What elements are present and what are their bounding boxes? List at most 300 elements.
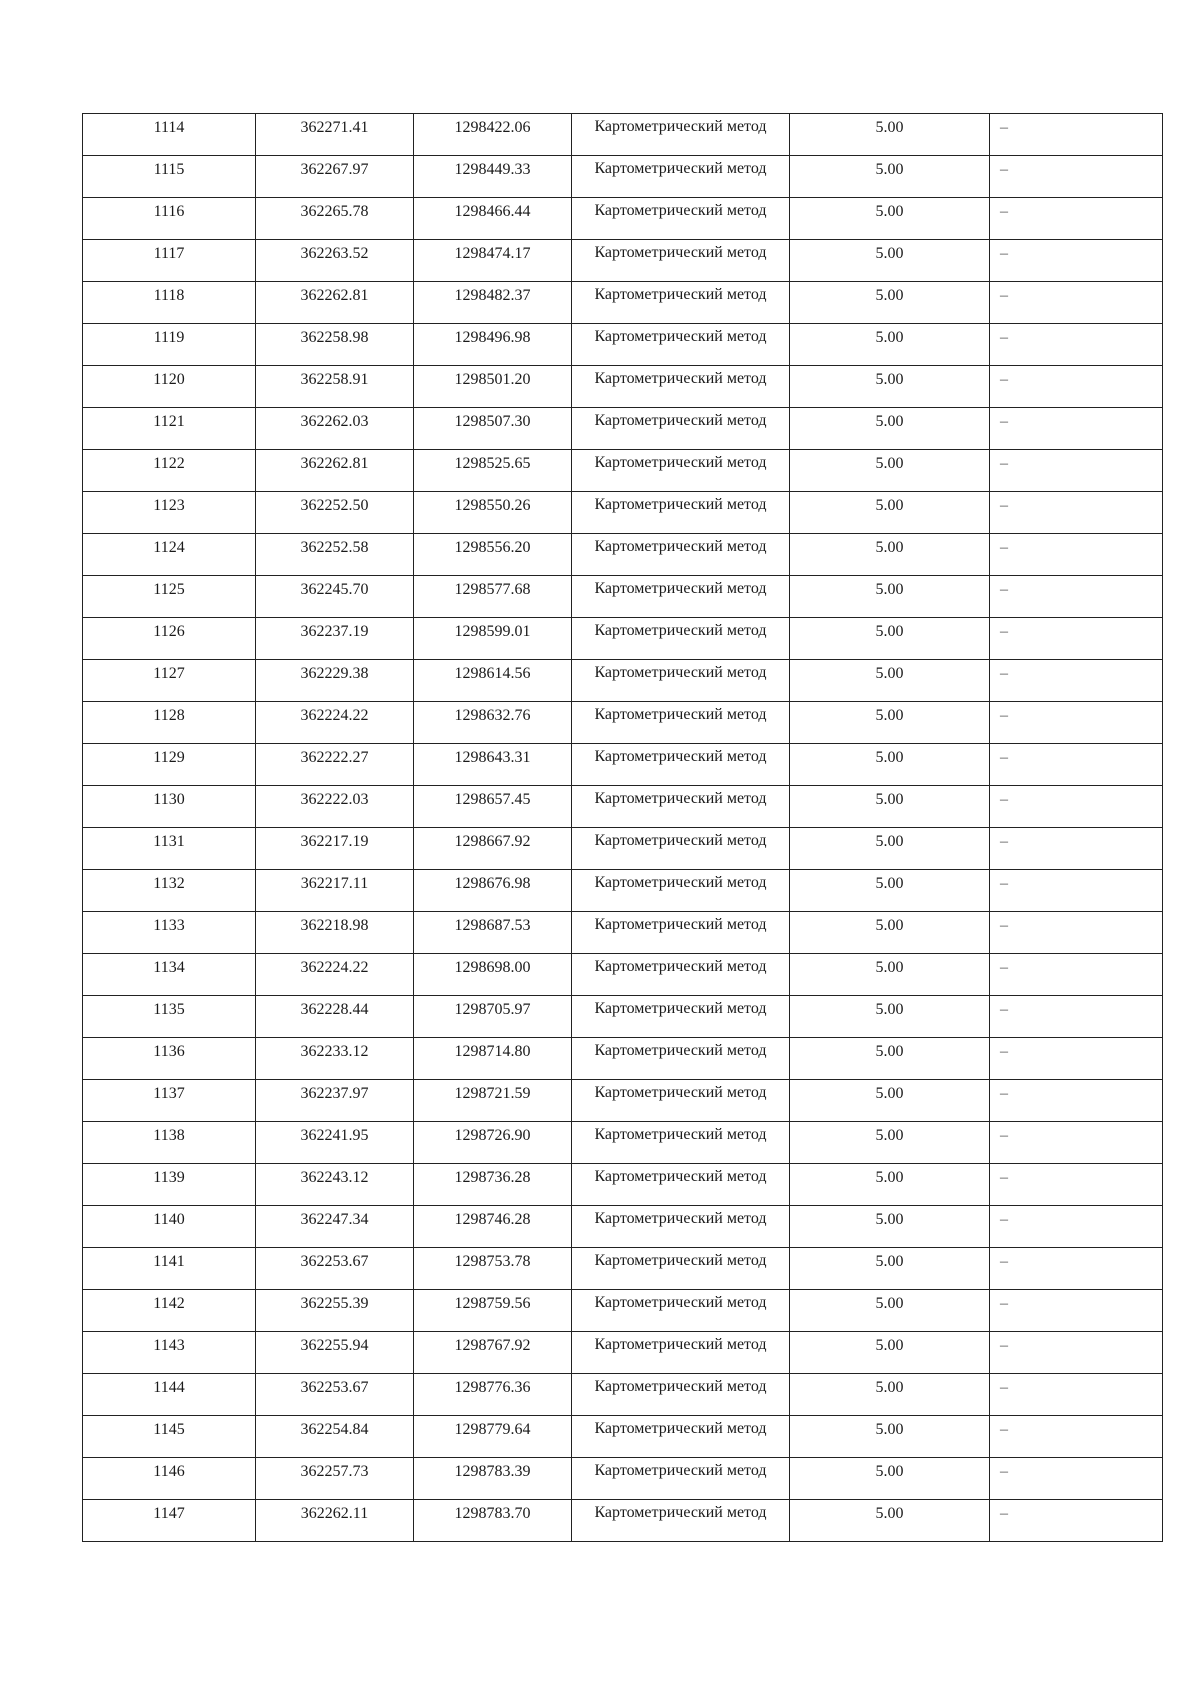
point-number-cell xyxy=(83,198,256,240)
y-coordinate-cell xyxy=(414,828,572,870)
accuracy-cell-text: 5.00 xyxy=(875,161,904,178)
y-coordinate-cell xyxy=(414,996,572,1038)
y-coordinate-cell-text: 1298783.70 xyxy=(454,1505,531,1522)
y-coordinate-cell-text: 1298776.36 xyxy=(454,1379,531,1396)
note-cell xyxy=(990,1416,1163,1458)
x-coordinate-cell-text: 362262.11 xyxy=(300,1505,369,1522)
accuracy-cell-text: 5.00 xyxy=(875,623,904,640)
y-coordinate-cell-text: 1298599.01 xyxy=(454,623,531,640)
table-row xyxy=(83,198,1163,240)
point-number-cell-text: 1127 xyxy=(153,665,185,682)
note-cell xyxy=(990,618,1163,660)
accuracy-cell-text: 5.00 xyxy=(875,665,904,682)
note-cell xyxy=(990,1458,1163,1500)
x-coordinate-cell xyxy=(256,744,414,786)
point-number-cell-text: 1118 xyxy=(153,287,185,304)
accuracy-cell xyxy=(790,450,990,492)
note-cell xyxy=(990,1290,1163,1332)
accuracy-cell-text: 5.00 xyxy=(875,245,904,262)
y-coordinate-cell-text: 1298714.80 xyxy=(454,1043,531,1060)
x-coordinate-cell xyxy=(256,240,414,282)
x-coordinate-cell-text: 362237.97 xyxy=(300,1085,369,1102)
x-coordinate-cell-text: 362253.67 xyxy=(300,1253,369,1270)
accuracy-cell xyxy=(790,1248,990,1290)
note-cell xyxy=(990,1500,1163,1542)
y-coordinate-cell xyxy=(414,618,572,660)
note-cell-text: – xyxy=(1000,1043,1008,1060)
accuracy-cell xyxy=(790,996,990,1038)
note-cell-text: – xyxy=(1000,917,1008,934)
method-cell xyxy=(572,996,790,1038)
method-cell-text: Картометрический метод xyxy=(594,580,767,597)
note-cell-text: – xyxy=(1000,329,1008,346)
accuracy-cell xyxy=(790,408,990,450)
accuracy-cell xyxy=(790,1080,990,1122)
x-coordinate-cell-text: 362222.03 xyxy=(300,791,369,808)
x-coordinate-cell-text: 362265.78 xyxy=(300,203,369,220)
point-number-cell-text: 1132 xyxy=(153,875,185,892)
point-number-cell xyxy=(83,450,256,492)
x-coordinate-cell xyxy=(256,576,414,618)
accuracy-cell-text: 5.00 xyxy=(875,1379,904,1396)
table-row xyxy=(83,408,1163,450)
y-coordinate-cell-text: 1298705.97 xyxy=(454,1001,531,1018)
table-row xyxy=(83,1122,1163,1164)
point-number-cell xyxy=(83,366,256,408)
accuracy-cell xyxy=(790,744,990,786)
accuracy-cell xyxy=(790,954,990,996)
accuracy-cell xyxy=(790,1374,990,1416)
table-row xyxy=(83,1290,1163,1332)
note-cell xyxy=(990,702,1163,744)
method-cell-text: Картометрический метод xyxy=(594,958,767,975)
accuracy-cell xyxy=(790,1332,990,1374)
method-cell-text: Картометрический метод xyxy=(594,1084,767,1101)
accuracy-cell xyxy=(790,366,990,408)
accuracy-cell xyxy=(790,786,990,828)
coordinates-table-body xyxy=(83,114,1163,1542)
table-row xyxy=(83,324,1163,366)
y-coordinate-cell xyxy=(414,492,572,534)
method-cell-text: Картометрический метод xyxy=(594,1000,767,1017)
y-coordinate-cell xyxy=(414,534,572,576)
note-cell-text: – xyxy=(1000,749,1008,766)
method-cell xyxy=(572,744,790,786)
method-cell-text: Картометрический метод xyxy=(594,832,767,849)
accuracy-cell-text: 5.00 xyxy=(875,1127,904,1144)
y-coordinate-cell xyxy=(414,1332,572,1374)
y-coordinate-cell-text: 1298422.06 xyxy=(454,119,531,136)
note-cell xyxy=(990,912,1163,954)
y-coordinate-cell xyxy=(414,408,572,450)
note-cell-text: – xyxy=(1000,203,1008,220)
table-row xyxy=(83,618,1163,660)
y-coordinate-cell-text: 1298643.31 xyxy=(454,749,531,766)
method-cell-text: Картометрический метод xyxy=(594,1126,767,1143)
x-coordinate-cell xyxy=(256,1374,414,1416)
y-coordinate-cell-text: 1298525.65 xyxy=(454,455,531,472)
note-cell-text: – xyxy=(1000,791,1008,808)
accuracy-cell xyxy=(790,324,990,366)
method-cell-text: Картометрический метод xyxy=(594,118,767,135)
y-coordinate-cell xyxy=(414,366,572,408)
y-coordinate-cell xyxy=(414,1416,572,1458)
accuracy-cell xyxy=(790,660,990,702)
note-cell xyxy=(990,366,1163,408)
note-cell-text: – xyxy=(1000,1463,1008,1480)
note-cell xyxy=(990,828,1163,870)
x-coordinate-cell xyxy=(256,954,414,996)
note-cell-text: – xyxy=(1000,539,1008,556)
note-cell-text: – xyxy=(1000,1379,1008,1396)
method-cell-text: Картометрический метод xyxy=(594,916,767,933)
table-row xyxy=(83,1416,1163,1458)
point-number-cell-text: 1129 xyxy=(153,749,185,766)
x-coordinate-cell xyxy=(256,1458,414,1500)
note-cell-text: – xyxy=(1000,1337,1008,1354)
y-coordinate-cell xyxy=(414,1290,572,1332)
accuracy-cell-text: 5.00 xyxy=(875,413,904,430)
x-coordinate-cell xyxy=(256,1290,414,1332)
note-cell xyxy=(990,1206,1163,1248)
accuracy-cell xyxy=(790,240,990,282)
method-cell xyxy=(572,1500,790,1542)
method-cell xyxy=(572,492,790,534)
point-number-cell-text: 1123 xyxy=(153,497,185,514)
method-cell-text: Картометрический метод xyxy=(594,1420,767,1437)
x-coordinate-cell xyxy=(256,156,414,198)
table-row xyxy=(83,786,1163,828)
accuracy-cell xyxy=(790,576,990,618)
x-coordinate-cell xyxy=(256,660,414,702)
accuracy-cell-text: 5.00 xyxy=(875,749,904,766)
point-number-cell-text: 1120 xyxy=(153,371,185,388)
method-cell xyxy=(572,1458,790,1500)
method-cell-text: Картометрический метод xyxy=(594,286,767,303)
accuracy-cell-text: 5.00 xyxy=(875,917,904,934)
x-coordinate-cell xyxy=(256,912,414,954)
table-row xyxy=(83,954,1163,996)
method-cell-text: Картометрический метод xyxy=(594,1168,767,1185)
accuracy-cell-text: 5.00 xyxy=(875,1505,904,1522)
point-number-cell xyxy=(83,660,256,702)
x-coordinate-cell xyxy=(256,702,414,744)
method-cell-text: Картометрический метод xyxy=(594,622,767,639)
method-cell-text: Картометрический метод xyxy=(594,1504,767,1521)
point-number-cell xyxy=(83,996,256,1038)
point-number-cell xyxy=(83,618,256,660)
y-coordinate-cell-text: 1298687.53 xyxy=(454,917,531,934)
y-coordinate-cell-text: 1298482.37 xyxy=(454,287,531,304)
table-row xyxy=(83,660,1163,702)
y-coordinate-cell xyxy=(414,1374,572,1416)
y-coordinate-cell-text: 1298726.90 xyxy=(454,1127,531,1144)
accuracy-cell-text: 5.00 xyxy=(875,959,904,976)
x-coordinate-cell xyxy=(256,786,414,828)
y-coordinate-cell-text: 1298632.76 xyxy=(454,707,531,724)
x-coordinate-cell xyxy=(256,408,414,450)
y-coordinate-cell xyxy=(414,324,572,366)
accuracy-cell-text: 5.00 xyxy=(875,329,904,346)
method-cell-text: Картометрический метод xyxy=(594,1462,767,1479)
note-cell xyxy=(990,1038,1163,1080)
table-row xyxy=(83,282,1163,324)
point-number-cell-text: 1121 xyxy=(153,413,185,430)
table-row xyxy=(83,1458,1163,1500)
y-coordinate-cell-text: 1298614.56 xyxy=(454,665,531,682)
x-coordinate-cell-text: 362222.27 xyxy=(300,749,369,766)
y-coordinate-cell-text: 1298501.20 xyxy=(454,371,531,388)
point-number-cell xyxy=(83,1374,256,1416)
point-number-cell-text: 1116 xyxy=(153,203,185,220)
x-coordinate-cell xyxy=(256,1332,414,1374)
note-cell-text: – xyxy=(1000,1001,1008,1018)
point-number-cell xyxy=(83,282,256,324)
point-number-cell-text: 1141 xyxy=(153,1253,185,1270)
point-number-cell-text: 1115 xyxy=(153,161,185,178)
note-cell-text: – xyxy=(1000,371,1008,388)
x-coordinate-cell-text: 362252.58 xyxy=(300,539,369,556)
x-coordinate-cell xyxy=(256,366,414,408)
point-number-cell xyxy=(83,702,256,744)
method-cell-text: Картометрический метод xyxy=(594,1294,767,1311)
accuracy-cell xyxy=(790,1122,990,1164)
x-coordinate-cell-text: 362237.19 xyxy=(300,623,369,640)
method-cell-text: Картометрический метод xyxy=(594,370,767,387)
accuracy-cell xyxy=(790,1290,990,1332)
note-cell-text: – xyxy=(1000,287,1008,304)
point-number-cell-text: 1131 xyxy=(153,833,185,850)
y-coordinate-cell-text: 1298676.98 xyxy=(454,875,531,892)
point-number-cell xyxy=(83,954,256,996)
note-cell-text: – xyxy=(1000,119,1008,136)
y-coordinate-cell-text: 1298556.20 xyxy=(454,539,531,556)
note-cell xyxy=(990,1122,1163,1164)
point-number-cell-text: 1122 xyxy=(153,455,185,472)
point-number-cell-text: 1137 xyxy=(153,1085,185,1102)
accuracy-cell-text: 5.00 xyxy=(875,581,904,598)
method-cell xyxy=(572,786,790,828)
accuracy-cell-text: 5.00 xyxy=(875,287,904,304)
note-cell-text: – xyxy=(1000,245,1008,262)
method-cell xyxy=(572,954,790,996)
y-coordinate-cell xyxy=(414,576,572,618)
accuracy-cell xyxy=(790,156,990,198)
x-coordinate-cell xyxy=(256,534,414,576)
accuracy-cell xyxy=(790,828,990,870)
table-row xyxy=(83,996,1163,1038)
note-cell xyxy=(990,408,1163,450)
y-coordinate-cell-text: 1298759.56 xyxy=(454,1295,531,1312)
note-cell xyxy=(990,1374,1163,1416)
accuracy-cell xyxy=(790,1206,990,1248)
table-row xyxy=(83,1164,1163,1206)
x-coordinate-cell-text: 362247.34 xyxy=(300,1211,369,1228)
x-coordinate-cell-text: 362258.98 xyxy=(300,329,369,346)
method-cell-text: Картометрический метод xyxy=(594,160,767,177)
x-coordinate-cell xyxy=(256,1248,414,1290)
method-cell-text: Картометрический метод xyxy=(594,244,767,261)
method-cell xyxy=(572,1290,790,1332)
accuracy-cell xyxy=(790,114,990,156)
table-row xyxy=(83,534,1163,576)
point-number-cell xyxy=(83,1122,256,1164)
note-cell xyxy=(990,282,1163,324)
note-cell-text: – xyxy=(1000,1169,1008,1186)
table-row xyxy=(83,366,1163,408)
y-coordinate-cell-text: 1298577.68 xyxy=(454,581,531,598)
x-coordinate-cell-text: 362233.12 xyxy=(300,1043,369,1060)
method-cell xyxy=(572,198,790,240)
x-coordinate-cell xyxy=(256,114,414,156)
method-cell xyxy=(572,240,790,282)
note-cell xyxy=(990,576,1163,618)
point-number-cell xyxy=(83,1206,256,1248)
note-cell xyxy=(990,534,1163,576)
x-coordinate-cell-text: 362224.22 xyxy=(300,959,369,976)
table-row xyxy=(83,450,1163,492)
note-cell xyxy=(990,786,1163,828)
accuracy-cell xyxy=(790,534,990,576)
accuracy-cell xyxy=(790,1458,990,1500)
note-cell-text: – xyxy=(1000,623,1008,640)
coordinates-table xyxy=(82,113,1163,1542)
method-cell xyxy=(572,576,790,618)
point-number-cell xyxy=(83,240,256,282)
accuracy-cell-text: 5.00 xyxy=(875,791,904,808)
note-cell xyxy=(990,156,1163,198)
y-coordinate-cell xyxy=(414,1038,572,1080)
y-coordinate-cell-text: 1298721.59 xyxy=(454,1085,531,1102)
point-number-cell-text: 1140 xyxy=(153,1211,185,1228)
point-number-cell xyxy=(83,1416,256,1458)
accuracy-cell-text: 5.00 xyxy=(875,707,904,724)
note-cell xyxy=(990,450,1163,492)
note-cell xyxy=(990,1164,1163,1206)
point-number-cell xyxy=(83,870,256,912)
table-row xyxy=(83,702,1163,744)
note-cell-text: – xyxy=(1000,665,1008,682)
x-coordinate-cell xyxy=(256,450,414,492)
point-number-cell xyxy=(83,156,256,198)
y-coordinate-cell xyxy=(414,1500,572,1542)
x-coordinate-cell xyxy=(256,1164,414,1206)
x-coordinate-cell-text: 362228.44 xyxy=(300,1001,369,1018)
point-number-cell xyxy=(83,1500,256,1542)
method-cell-text: Картометрический метод xyxy=(594,1210,767,1227)
y-coordinate-cell-text: 1298767.92 xyxy=(454,1337,531,1354)
accuracy-cell-text: 5.00 xyxy=(875,1295,904,1312)
x-coordinate-cell xyxy=(256,828,414,870)
x-coordinate-cell-text: 362258.91 xyxy=(300,371,369,388)
accuracy-cell xyxy=(790,870,990,912)
note-cell-text: – xyxy=(1000,413,1008,430)
note-cell-text: – xyxy=(1000,1295,1008,1312)
point-number-cell xyxy=(83,912,256,954)
point-number-cell xyxy=(83,534,256,576)
method-cell xyxy=(572,114,790,156)
accuracy-cell xyxy=(790,1038,990,1080)
point-number-cell xyxy=(83,1080,256,1122)
y-coordinate-cell xyxy=(414,1164,572,1206)
x-coordinate-cell xyxy=(256,198,414,240)
point-number-cell xyxy=(83,1038,256,1080)
accuracy-cell xyxy=(790,1164,990,1206)
x-coordinate-cell-text: 362217.19 xyxy=(300,833,369,850)
y-coordinate-cell xyxy=(414,450,572,492)
point-number-cell xyxy=(83,744,256,786)
note-cell xyxy=(990,492,1163,534)
accuracy-cell-text: 5.00 xyxy=(875,1463,904,1480)
x-coordinate-cell xyxy=(256,282,414,324)
accuracy-cell-text: 5.00 xyxy=(875,371,904,388)
table-row xyxy=(83,1080,1163,1122)
point-number-cell-text: 1130 xyxy=(153,791,185,808)
x-coordinate-cell xyxy=(256,324,414,366)
x-coordinate-cell-text: 362262.81 xyxy=(300,287,369,304)
table-row xyxy=(83,1374,1163,1416)
method-cell-text: Картометрический метод xyxy=(594,706,767,723)
point-number-cell-text: 1138 xyxy=(153,1127,185,1144)
method-cell xyxy=(572,828,790,870)
method-cell xyxy=(572,1164,790,1206)
y-coordinate-cell-text: 1298507.30 xyxy=(454,413,531,430)
x-coordinate-cell-text: 362267.97 xyxy=(300,161,369,178)
y-coordinate-cell-text: 1298746.28 xyxy=(454,1211,531,1228)
table-row xyxy=(83,492,1163,534)
y-coordinate-cell xyxy=(414,1248,572,1290)
method-cell xyxy=(572,618,790,660)
note-cell xyxy=(990,954,1163,996)
y-coordinate-cell-text: 1298667.92 xyxy=(454,833,531,850)
method-cell-text: Картометрический метод xyxy=(594,874,767,891)
method-cell xyxy=(572,366,790,408)
point-number-cell-text: 1133 xyxy=(153,917,185,934)
method-cell-text: Картометрический метод xyxy=(594,790,767,807)
method-cell-text: Картометрический метод xyxy=(594,1378,767,1395)
method-cell xyxy=(572,156,790,198)
method-cell xyxy=(572,1122,790,1164)
method-cell xyxy=(572,534,790,576)
accuracy-cell-text: 5.00 xyxy=(875,1253,904,1270)
x-coordinate-cell xyxy=(256,1080,414,1122)
method-cell xyxy=(572,1416,790,1458)
y-coordinate-cell xyxy=(414,1122,572,1164)
y-coordinate-cell-text: 1298736.28 xyxy=(454,1169,531,1186)
note-cell xyxy=(990,198,1163,240)
accuracy-cell xyxy=(790,1416,990,1458)
x-coordinate-cell-text: 362262.03 xyxy=(300,413,369,430)
x-coordinate-cell xyxy=(256,870,414,912)
point-number-cell-text: 1147 xyxy=(153,1505,185,1522)
accuracy-cell-text: 5.00 xyxy=(875,203,904,220)
point-number-cell xyxy=(83,408,256,450)
point-number-cell-text: 1117 xyxy=(153,245,185,262)
method-cell-text: Картометрический метод xyxy=(594,202,767,219)
method-cell-text: Картометрический метод xyxy=(594,412,767,429)
point-number-cell xyxy=(83,828,256,870)
accuracy-cell xyxy=(790,492,990,534)
accuracy-cell-text: 5.00 xyxy=(875,119,904,136)
accuracy-cell-text: 5.00 xyxy=(875,455,904,472)
point-number-cell xyxy=(83,1458,256,1500)
method-cell xyxy=(572,1206,790,1248)
table-row xyxy=(83,870,1163,912)
point-number-cell-text: 1134 xyxy=(153,959,185,976)
note-cell xyxy=(990,1248,1163,1290)
x-coordinate-cell-text: 362255.94 xyxy=(300,1337,369,1354)
y-coordinate-cell xyxy=(414,954,572,996)
